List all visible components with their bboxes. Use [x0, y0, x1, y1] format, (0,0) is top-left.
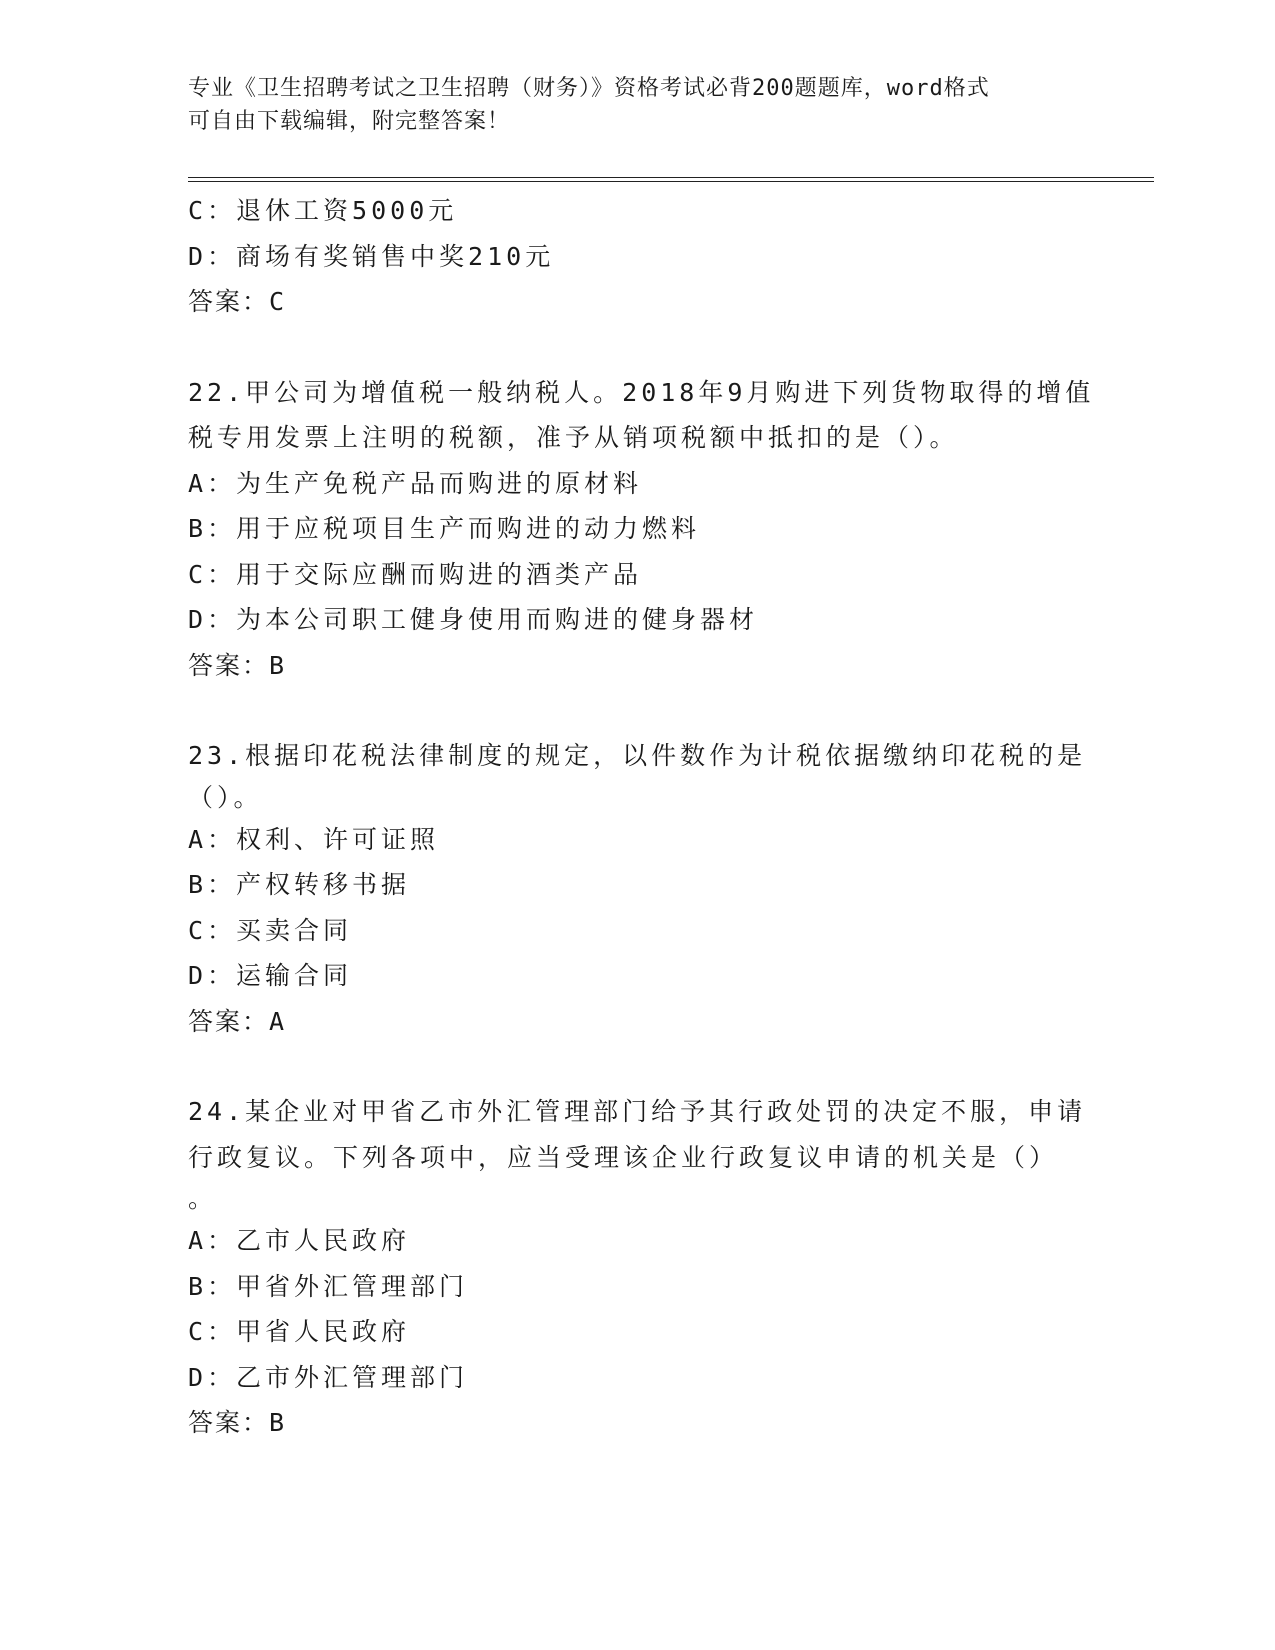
option-a: A：乙市人民政府: [188, 1226, 411, 1255]
option-c: C：买卖合同: [188, 915, 353, 945]
option-c: C：退休工资5000元: [188, 196, 458, 225]
question-23: [188, 733, 1088, 1044]
question-stem-line: 税专用发票上注明的税额，准予从销项税额中抵扣的是（）。: [188, 423, 959, 452]
question-stem-line: 行政复议。下列各项中，应当受理该企业行政复议申请的机关是（）: [188, 1142, 1059, 1172]
spacer: [188, 325, 1088, 370]
answer-line: 答案：C: [188, 287, 287, 316]
header-title-line-2: 可自由下载编辑，附完整答案！: [188, 109, 511, 134]
answer-line: 答案：B: [188, 650, 287, 680]
option-a: A：为生产免税产品而购进的原材料: [188, 468, 643, 498]
option-d: D：乙市外汇管理部门: [188, 1362, 469, 1392]
option-c: C：甲省人民政府: [188, 1317, 411, 1346]
answer-line: 答案：A: [188, 1006, 287, 1036]
document-header: [188, 72, 1048, 138]
header-double-rule: [188, 177, 1154, 182]
question-24: [188, 1089, 1088, 1446]
option-d: D：为本公司职工健身使用而购进的健身器材: [188, 605, 759, 634]
option-c: C：用于交际应酬而购进的酒类产品: [188, 559, 643, 589]
question-stem-line: 24.某企业对甲省乙市外汇管理部门给予其行政处罚的决定不服，申请: [188, 1097, 1087, 1126]
spacer: [188, 688, 1088, 733]
spacer: [188, 1044, 1088, 1089]
document-page: [188, 0, 1158, 1650]
option-b: B：产权转移书据: [188, 870, 411, 899]
question-list: [188, 188, 1095, 1446]
question-22: [188, 370, 1095, 689]
answer-line: 答案：B: [188, 1408, 287, 1437]
option-a: A：权利、许可证照: [188, 824, 440, 854]
question-stem-line: （）。: [188, 782, 263, 812]
previous-question-tail: [188, 188, 1088, 325]
option-b: B：用于应税项目生产而购进的动力燃料: [188, 514, 701, 543]
option-d: D：运输合同: [188, 961, 353, 990]
question-stem-line: 22.甲公司为增值税一般纳税人。2018年9月购进下列货物取得的增值: [188, 377, 1095, 407]
question-stem-line: 。: [188, 1184, 218, 1213]
option-d: D：商场有奖销售中奖210元: [188, 241, 555, 271]
header-title-line-1: 专业《卫生招聘考试之卫生招聘（财务）》资格考试必背200题题库，word格式: [188, 76, 990, 101]
option-b: B：甲省外汇管理部门: [188, 1271, 469, 1301]
question-stem-line: 23.根据印花税法律制度的规定，以件数作为计税依据缴纳印花税的是: [188, 741, 1087, 770]
